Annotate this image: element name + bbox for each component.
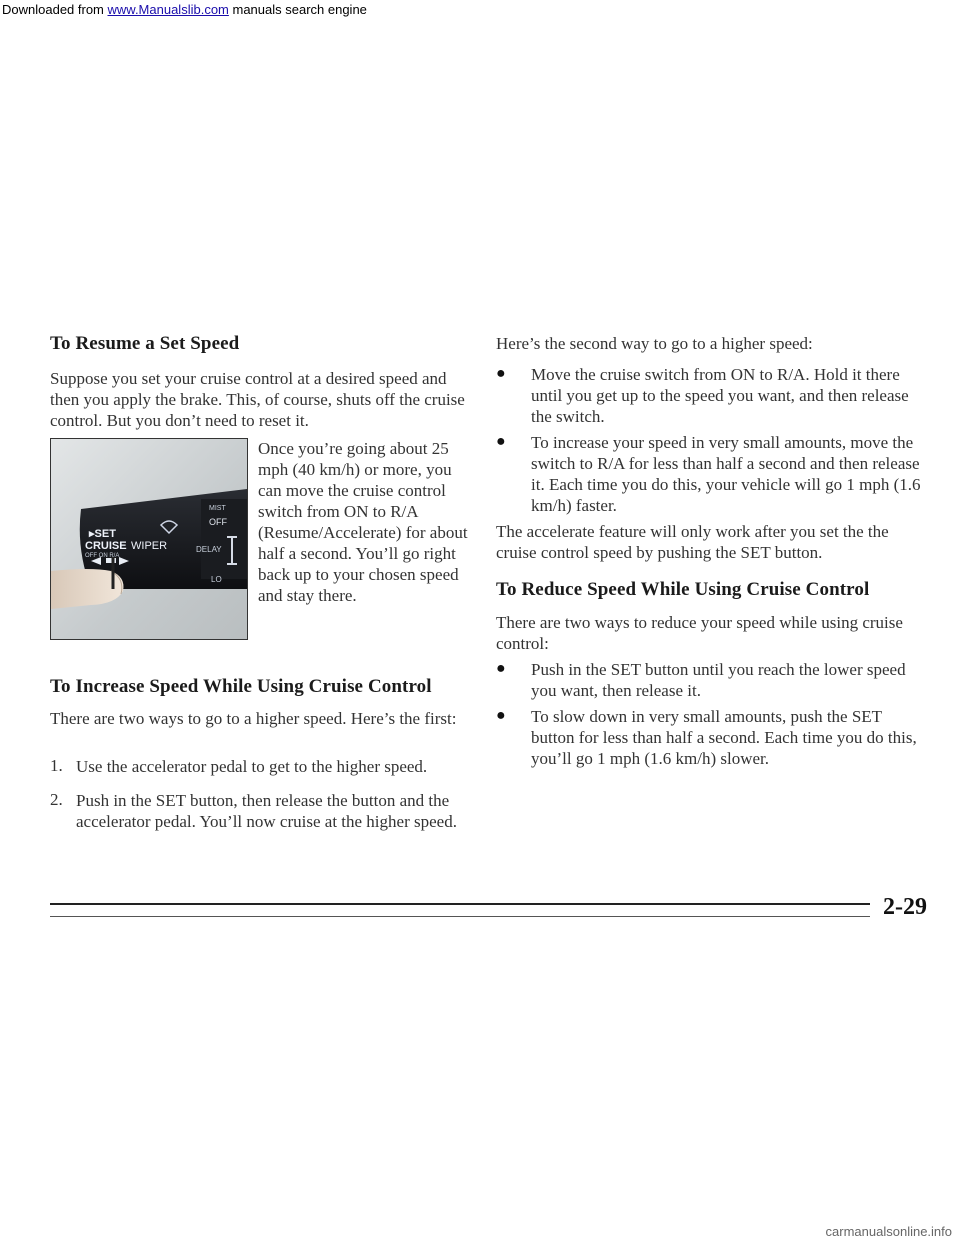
lo-label: LO (211, 575, 222, 584)
banner-suffix: manuals search engine (228, 2, 367, 17)
increase-intro: There are two ways to go to a higher speed. Here’s the first: (50, 709, 457, 728)
set-label: ▸SET (89, 528, 116, 540)
reduce-heading: To Reduce Speed While Using Cruise Control (496, 579, 870, 600)
off-on-ra-label: OFF ON R/A (85, 553, 120, 559)
mist-label: MIST (209, 505, 226, 512)
footer-rule-top (50, 903, 870, 905)
accelerate-note: The accelerate feature will only work after you set the the cruise control speed by pushing the SET button. (496, 522, 889, 562)
wiper-label: WIPER (131, 540, 168, 552)
step-number: 1. (50, 756, 63, 775)
delay-label: DELAY (196, 545, 222, 554)
step-item: Use the accelerator pedal to get to the higher speed. (76, 757, 428, 776)
increase-heading: To Increase Speed While Using Cruise Control (50, 676, 432, 697)
cruise-label: CRUISE (85, 540, 127, 552)
reduce-intro: There are two ways to reduce your speed while using cruise control: (496, 613, 903, 653)
page-number: 2-29 (883, 894, 927, 920)
off-label: OFF (209, 517, 227, 527)
bullet-item: Move the cruise switch from ON to R/A. Hold it there until you get up to the speed you want, and then release the switch. (531, 365, 909, 426)
bullet-marker: ● (496, 707, 506, 724)
banner-prefix: Downloaded from (2, 2, 108, 17)
bullet-marker: ● (496, 660, 506, 677)
step-number: 2. (50, 790, 63, 809)
resume-heading: To Resume a Set Speed (50, 333, 240, 354)
footer-watermark: carmanualsonline.info (825, 1224, 952, 1239)
footer-rule-bottom (50, 916, 870, 917)
bullet-item: Push in the SET button until you reach the lower speed you want, then release it. (531, 660, 906, 700)
second-way-intro: Here’s the second way to go to a higher speed: (496, 334, 813, 353)
bullet-marker: ● (496, 365, 506, 382)
figure-caption-text: Once you’re going about 25 mph (40 km/h) or more, you can move the cruise control switch from ON to R/A (Resume/Accelerate) for about half a second. You’ll go right back up to your chosen speed and stay there. (258, 439, 468, 605)
resume-intro: Suppose you set your cruise control at a desired speed and then you apply the brake. This, of course, shuts off the cruise control. But you don’t need to reset it. (50, 369, 465, 430)
cruise-switch-figure (50, 438, 248, 640)
step-item: Push in the SET button, then release the button and the accelerator pedal. You’ll now cruise at the higher speed. (76, 791, 457, 831)
bullet-item: To increase your speed in very small amounts, move the switch to R/A for less than half a second and then release it. Each time you do this, your vehicle will go 1 mph (1.6 km/h) faster. (531, 433, 921, 515)
download-banner (0, 0, 960, 20)
cruise-switch-illustration (51, 439, 247, 639)
bullet-item: To slow down in very small amounts, push the SET button for less than half a second. Each time you do this, you’ll go 1 mph (1.6 km/h) slower. (531, 707, 917, 768)
manualslib-link[interactable]: www.Manualslib.com (107, 2, 229, 17)
bullet-marker: ● (496, 433, 506, 450)
